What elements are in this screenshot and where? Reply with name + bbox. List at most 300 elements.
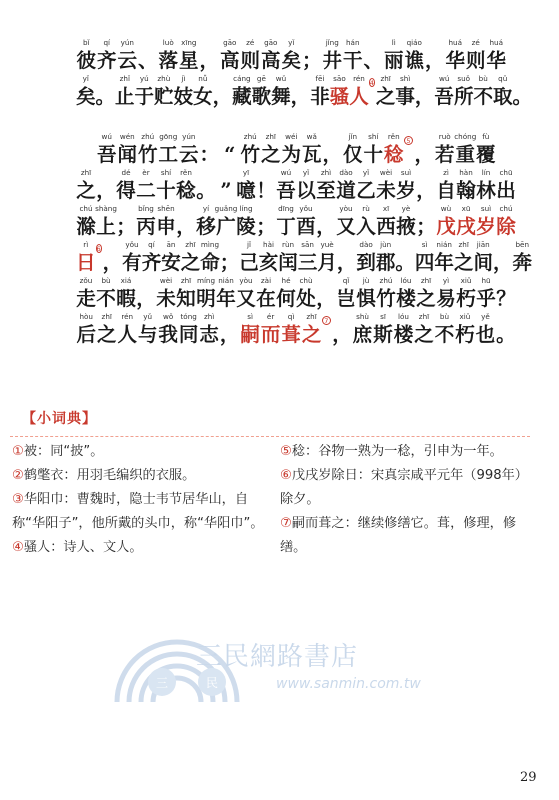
hanzi-char: 除 chú bbox=[496, 204, 516, 238]
hanzi-char: 为 wéi bbox=[281, 132, 301, 166]
pinyin: rěn bbox=[387, 132, 400, 141]
pinyin: yì bbox=[442, 276, 450, 285]
pinyin: yún bbox=[182, 132, 196, 141]
hanzi-char: 取 qǔ bbox=[492, 74, 513, 108]
hanzi-char: 于 yú bbox=[134, 74, 155, 108]
hanzi-char: 明 míng bbox=[196, 276, 216, 310]
hanzi-char: 之 zhī bbox=[260, 132, 281, 166]
hanzi-char: 有 yǒu bbox=[122, 240, 142, 274]
hanzi-char: 云 yún bbox=[117, 38, 137, 72]
hanzi-char: 又 yòu bbox=[336, 204, 356, 238]
entry-number: ③ bbox=[12, 492, 24, 507]
punctuation: ， bbox=[492, 251, 513, 274]
pinyin: zhī bbox=[180, 276, 192, 285]
pinyin: yī bbox=[242, 168, 250, 177]
pinyin: mìng bbox=[200, 240, 220, 249]
paragraph bbox=[76, 36, 532, 108]
hanzi-char: 则 zé bbox=[240, 38, 260, 72]
punctuation: ， bbox=[322, 143, 342, 166]
hanzi-char: 未 wèi bbox=[376, 168, 396, 202]
pinyin: qǔ bbox=[498, 74, 508, 83]
hanzi-char: 月 yuè bbox=[317, 240, 337, 274]
hanzi-char: 止 zhǐ bbox=[115, 74, 135, 108]
punctuation: ； bbox=[301, 49, 322, 72]
pinyin: jì bbox=[181, 74, 186, 83]
pinyin: wǔ bbox=[275, 74, 287, 83]
pinyin: zhī bbox=[420, 276, 432, 285]
hanzi-char: 奔 bēn bbox=[512, 240, 532, 274]
pinyin: chú bbox=[499, 204, 513, 213]
watermark-url: www.sanmin.com.tw bbox=[276, 676, 421, 692]
pinyin: yuè bbox=[320, 240, 334, 249]
punctuation: ： bbox=[199, 143, 219, 166]
pinyin: sī bbox=[380, 312, 386, 321]
hanzi-char: 星 xīng bbox=[178, 38, 199, 72]
hanzi-char: 之 zhī bbox=[414, 312, 434, 346]
pinyin: sāo bbox=[333, 74, 346, 83]
hanzi-char: 齐 qí bbox=[96, 38, 117, 72]
hanzi-char: 嗣 sì bbox=[240, 312, 260, 346]
text-line bbox=[76, 238, 532, 274]
hanzi-char: 出 chū bbox=[496, 168, 516, 202]
pinyin: hài bbox=[263, 240, 275, 249]
punctuation: ， bbox=[199, 49, 219, 72]
entry-number: ② bbox=[12, 468, 24, 483]
hanzi-char: 得 dé bbox=[116, 168, 136, 202]
punctuation: 、 bbox=[363, 49, 383, 72]
pinyin: zhì bbox=[320, 168, 332, 177]
punctuation: ， bbox=[212, 85, 233, 108]
hanzi-char: 我 wǒ bbox=[158, 312, 178, 346]
footnote-marker[interactable]: 6 bbox=[96, 244, 101, 253]
pinyin: guǎng bbox=[214, 204, 238, 213]
pinyin: hé bbox=[281, 276, 291, 285]
pinyin: bǐng bbox=[138, 204, 154, 213]
hanzi-char: 藏 cáng bbox=[232, 74, 252, 108]
pinyin: qí bbox=[103, 38, 111, 47]
dictionary-entry bbox=[12, 488, 274, 536]
pinyin: xiá bbox=[120, 276, 132, 285]
pinyin: hòu bbox=[79, 312, 93, 321]
pinyin: wú bbox=[101, 132, 112, 141]
pinyin: rěn bbox=[180, 168, 192, 177]
punctuation: ； bbox=[256, 215, 276, 238]
dictionary-entry bbox=[12, 464, 274, 488]
hanzi-char: 上 shàng bbox=[95, 204, 117, 238]
punctuation: ； bbox=[116, 215, 136, 238]
hanzi-char: 十 shí bbox=[363, 132, 383, 166]
hanzi-char: 年 nián bbox=[216, 276, 236, 310]
hanzi-char: 贮 zhù bbox=[154, 74, 174, 108]
hanzi-char: 彼 bǐ bbox=[76, 38, 96, 72]
pinyin: xī bbox=[382, 204, 390, 213]
text-line bbox=[76, 274, 516, 310]
hanzi-char: 而 ér bbox=[260, 312, 281, 346]
hanzi-char: 亥 hài bbox=[258, 240, 279, 274]
hanzi-char: 覆 fù bbox=[475, 132, 496, 166]
hanzi-char: 非 fēi bbox=[310, 74, 330, 108]
entry-text: 嗣而葺之：继续修缮它。葺，修理，修缮。 bbox=[280, 516, 517, 555]
hanzi-char: 酉 yǒu bbox=[296, 204, 316, 238]
hanzi-char: 不 bù bbox=[96, 276, 116, 310]
pinyin: yú bbox=[139, 74, 149, 83]
pinyin: jǐ bbox=[247, 240, 252, 249]
pinyin: bù bbox=[439, 312, 450, 321]
pinyin: wú bbox=[438, 74, 450, 83]
hanzi-char: 不 bù bbox=[473, 74, 493, 108]
text-line bbox=[76, 36, 516, 72]
punctuation: 。 bbox=[512, 85, 532, 108]
punctuation: ， bbox=[96, 179, 116, 202]
punctuation: “ bbox=[224, 143, 236, 166]
footnote-marker[interactable]: 7 bbox=[322, 316, 331, 325]
pinyin: bù bbox=[478, 74, 488, 83]
pinyin: wǒ bbox=[163, 312, 174, 321]
punctuation: 。 bbox=[196, 179, 216, 202]
hanzi-char: 以 yǐ bbox=[296, 168, 316, 202]
pinyin: hū bbox=[481, 276, 491, 285]
hanzi-char: 朽 xiǔ bbox=[455, 312, 475, 346]
hanzi-char: 广 guǎng bbox=[214, 204, 238, 238]
hanzi-char: 稔 rěn bbox=[176, 168, 196, 202]
hanzi-char: 朽 xiǔ bbox=[456, 276, 476, 310]
hanzi-char: 事 shì bbox=[395, 74, 415, 108]
pinyin: zhú bbox=[243, 132, 257, 141]
pinyin: nián bbox=[436, 240, 452, 249]
pinyin: jǐng bbox=[325, 38, 339, 47]
punctuation: 、 bbox=[137, 49, 158, 72]
hanzi-char: 后 hòu bbox=[76, 312, 96, 346]
hanzi-char: 未 wèi bbox=[156, 276, 176, 310]
pinyin: fēi bbox=[315, 74, 325, 83]
pinyin: qí bbox=[148, 240, 155, 249]
pinyin: zhǐ bbox=[119, 74, 130, 83]
pinyin: suǒ bbox=[457, 74, 471, 83]
pinyin: qiáo bbox=[406, 38, 422, 47]
hanzi-char: 干 hán bbox=[342, 38, 363, 72]
pinyin: nián bbox=[218, 276, 234, 285]
hanzi-char: 歌 gē bbox=[251, 74, 272, 108]
pinyin: zhú bbox=[379, 276, 393, 285]
hanzi-char: 瓦 wǎ bbox=[301, 132, 322, 166]
pinyin: xū bbox=[461, 204, 471, 213]
pinyin: gāo bbox=[264, 38, 278, 47]
hanzi-char: 乙 yǐ bbox=[356, 168, 376, 202]
dictionary-entry bbox=[280, 464, 538, 512]
hanzi-char: 竹 zhú bbox=[137, 132, 158, 166]
pinyin: zǒu bbox=[79, 276, 93, 285]
hanzi-char: 之 zhī bbox=[76, 168, 96, 202]
hanzi-char: 己 jǐ bbox=[239, 240, 259, 274]
hanzi-char: 谯 qiáo bbox=[404, 38, 424, 72]
hanzi-char: 岁 suì bbox=[476, 204, 496, 238]
text-line bbox=[76, 310, 516, 346]
text-line bbox=[76, 72, 532, 108]
hanzi-char: 知 zhī bbox=[176, 276, 196, 310]
pinyin: zhī bbox=[265, 132, 276, 141]
pinyin: bǐ bbox=[82, 38, 90, 47]
pinyin: wǎ bbox=[306, 132, 317, 141]
pinyin: yòu bbox=[339, 204, 353, 213]
pinyin: rén bbox=[353, 74, 365, 83]
hanzi-char: 暇 xiá bbox=[116, 276, 136, 310]
hanzi-char: 二 èr bbox=[136, 168, 156, 202]
hanzi-char: 竹 zhú bbox=[376, 276, 396, 310]
pinyin: suì bbox=[400, 168, 412, 177]
hanzi-char: 噫 yī bbox=[236, 168, 256, 202]
hanzi-char: 之 zhī bbox=[453, 240, 474, 274]
pinyin: qì bbox=[287, 312, 295, 321]
hanzi-char: 自 zì bbox=[436, 168, 456, 202]
hanzi-char: 掖 yè bbox=[396, 204, 416, 238]
pinyin: yǒu bbox=[125, 240, 139, 249]
hanzi-char: 之 zhī bbox=[416, 276, 436, 310]
hanzi-char: 矣 yǐ bbox=[281, 38, 301, 72]
pinyin: wèi bbox=[159, 276, 173, 285]
punctuation: ， bbox=[290, 85, 311, 108]
pinyin: yǐ bbox=[302, 168, 310, 177]
hanzi-char: 何 hé bbox=[276, 276, 296, 310]
dictionary-left-column bbox=[12, 440, 274, 560]
pinyin: zhī bbox=[101, 312, 112, 321]
pinyin: yǒu bbox=[299, 204, 313, 213]
hanzi-char: 与 yǔ bbox=[137, 312, 158, 346]
pinyin: rùn bbox=[282, 240, 295, 249]
footnote-marker[interactable]: 5 bbox=[404, 136, 413, 145]
pinyin: huá bbox=[448, 38, 463, 47]
hanzi-char: 间 jiān bbox=[473, 240, 493, 274]
pinyin: ruò bbox=[438, 132, 451, 141]
punctuation: ？ bbox=[496, 287, 516, 310]
hanzi-char: 葺 qì bbox=[281, 312, 301, 346]
hanzi-char: 惧 jù bbox=[356, 276, 376, 310]
pinyin: jiān bbox=[476, 240, 490, 249]
hanzi-char: 高 gāo bbox=[260, 38, 281, 72]
hanzi-char: 之 zhī bbox=[180, 240, 201, 274]
entry-text: 鹤氅衣：用羽毛编织的衣服。 bbox=[23, 468, 196, 483]
pinyin: zhù bbox=[157, 74, 171, 83]
pinyin: zé bbox=[471, 38, 480, 47]
punctuation: ” bbox=[220, 179, 232, 202]
pinyin: zhú bbox=[141, 132, 155, 141]
entry-number: ⑥ bbox=[280, 468, 292, 483]
hanzi-char: 丽 lì bbox=[383, 38, 404, 72]
pinyin: xīng bbox=[181, 38, 197, 47]
page-number: 29 bbox=[520, 770, 537, 785]
pinyin: tóng bbox=[180, 312, 197, 321]
watermark-char-right: 民 bbox=[205, 676, 219, 690]
paragraph bbox=[76, 130, 532, 346]
punctuation: 。 bbox=[395, 251, 415, 274]
hanzi-char: 丙 bǐng bbox=[136, 204, 156, 238]
pinyin: yòu bbox=[239, 276, 253, 285]
pinyin: míng bbox=[196, 276, 216, 285]
punctuation bbox=[76, 144, 97, 166]
hanzi-char: 道 dào bbox=[336, 168, 356, 202]
pinyin: wèi bbox=[379, 168, 393, 177]
entry-text: 华阳巾：曹魏时，隐士韦节居华山，自称“华阳子”，他所戴的头巾，称“华阳巾”。 bbox=[12, 492, 264, 531]
pinyin: lóu bbox=[398, 312, 409, 321]
punctuation: ， bbox=[414, 85, 435, 108]
pinyin: huá bbox=[489, 38, 504, 47]
pinyin: dé bbox=[121, 168, 131, 177]
pinyin: shù bbox=[356, 312, 369, 321]
pinyin: suì bbox=[480, 204, 492, 213]
pinyin: yǔ bbox=[143, 312, 153, 321]
pinyin: jǐn bbox=[348, 132, 358, 141]
pinyin: èr bbox=[142, 168, 150, 177]
pinyin: líng bbox=[239, 204, 253, 213]
entry-number: ④ bbox=[12, 540, 24, 555]
dictionary-entry bbox=[280, 440, 538, 464]
pinyin: shì bbox=[399, 74, 411, 83]
pinyin: zhī bbox=[418, 312, 430, 321]
hanzi-char: 翰 hàn bbox=[456, 168, 476, 202]
hanzi-char: 闻 wén bbox=[117, 132, 137, 166]
hanzi-char: 到 dào bbox=[356, 240, 376, 274]
hanzi-char: 之 zhī bbox=[96, 312, 117, 346]
hanzi-char: 处 chù bbox=[296, 276, 316, 310]
hanzi-char: 庶 shù bbox=[352, 312, 373, 346]
entry-text: 被：同“披”。 bbox=[23, 444, 104, 459]
hanzi-char: 岁 suì bbox=[396, 168, 416, 202]
pinyin: rì bbox=[83, 240, 89, 249]
pinyin: yǐ bbox=[362, 168, 370, 177]
hanzi-char: 又 yòu bbox=[236, 276, 256, 310]
pinyin: jù bbox=[362, 276, 370, 285]
punctuation: ， bbox=[414, 143, 434, 166]
hanzi-char: 井 jǐng bbox=[322, 38, 342, 72]
hanzi-char: 之 zhī bbox=[375, 74, 396, 108]
hanzi-char: 岂 qǐ bbox=[336, 276, 356, 310]
hanzi-char: 乎 hū bbox=[476, 276, 496, 310]
pinyin: wéi bbox=[285, 132, 298, 141]
punctuation: ， bbox=[424, 49, 445, 72]
pinyin: yún bbox=[120, 38, 134, 47]
hanzi-char: 竹 zhú bbox=[240, 132, 260, 166]
hanzi-char: 华 huá bbox=[486, 38, 506, 72]
pinyin: zhī bbox=[380, 74, 391, 83]
hanzi-char: 郡 jùn bbox=[375, 240, 396, 274]
hanzi-char: 戊 wù bbox=[436, 204, 456, 238]
hanzi-char: 三 sān bbox=[297, 240, 318, 274]
pinyin: dīng bbox=[278, 204, 294, 213]
hanzi-char: 入 rù bbox=[356, 204, 376, 238]
punctuation: ， bbox=[332, 323, 352, 346]
pinyin: ān bbox=[166, 240, 176, 249]
hanzi-char: 林 lín bbox=[476, 168, 496, 202]
hanzi-char: 楼 lóu bbox=[396, 276, 416, 310]
pinyin: dào bbox=[339, 168, 353, 177]
pinyin: zhī bbox=[458, 240, 469, 249]
pinyin: sì bbox=[247, 312, 253, 321]
hanzi-char: 安 ān bbox=[161, 240, 181, 274]
entry-number: ① bbox=[12, 444, 24, 459]
footnote-marker[interactable]: 4 bbox=[369, 78, 374, 87]
hanzi-char: 同 tóng bbox=[178, 312, 199, 346]
punctuation: ， bbox=[102, 251, 123, 274]
pinyin: nǚ bbox=[198, 74, 208, 83]
hanzi-char: 落 luò bbox=[158, 38, 178, 72]
punctuation: ， bbox=[316, 215, 336, 238]
pinyin: xiǔ bbox=[459, 312, 471, 321]
hanzi-char: 骚 sāo bbox=[329, 74, 350, 108]
pinyin: yí bbox=[202, 204, 210, 213]
pinyin: cáng bbox=[233, 74, 251, 83]
hanzi-char: 斯 sī bbox=[373, 312, 393, 346]
hanzi-char: 华 huá bbox=[445, 38, 465, 72]
pinyin: rén bbox=[121, 312, 134, 321]
text-line bbox=[76, 166, 516, 202]
pinyin: yě bbox=[481, 312, 490, 321]
pinyin: qǐ bbox=[342, 276, 350, 285]
hanzi-char: 仅 jǐn bbox=[342, 132, 363, 166]
hanzi-char: 齐 qí bbox=[141, 240, 162, 274]
hanzi-char: 舞 wǔ bbox=[271, 74, 291, 108]
pinyin: bù bbox=[101, 276, 111, 285]
text-line bbox=[76, 202, 516, 238]
punctuation: ； bbox=[219, 251, 240, 274]
hanzi-char: 四 sì bbox=[414, 240, 435, 274]
pinyin: jùn bbox=[380, 240, 392, 249]
pinyin: shàng bbox=[95, 204, 117, 213]
hanzi-char: 工 gōng bbox=[158, 132, 178, 166]
hanzi-char: 女 nǚ bbox=[193, 74, 213, 108]
pinyin: wù bbox=[440, 204, 452, 213]
watermark-char-left: 三 bbox=[155, 676, 169, 690]
pinyin: zé bbox=[246, 38, 255, 47]
dictionary-entry bbox=[12, 440, 274, 464]
hanzi-char: 矣 yǐ bbox=[76, 74, 96, 108]
punctuation: ； bbox=[416, 215, 436, 238]
punctuation: ， bbox=[336, 251, 357, 274]
pinyin: chóng bbox=[454, 132, 477, 141]
text-line bbox=[76, 130, 516, 166]
pinyin: sān bbox=[301, 240, 314, 249]
pinyin: zhī bbox=[80, 168, 92, 177]
hanzi-char: 重 chóng bbox=[454, 132, 477, 166]
pinyin: yè bbox=[401, 204, 411, 213]
pinyin: wén bbox=[119, 132, 135, 141]
pinyin: zhī bbox=[306, 312, 317, 321]
pinyin: fù bbox=[482, 132, 490, 141]
pinyin: shí bbox=[160, 168, 172, 177]
punctuation: 。 bbox=[95, 85, 116, 108]
entry-text: 戊戌岁除日：宋真宗咸平元年（998年）除夕。 bbox=[280, 468, 528, 507]
hanzi-char: 滁 chú bbox=[76, 204, 96, 238]
pinyin: xiǔ bbox=[460, 276, 472, 285]
entry-number: ⑤ bbox=[280, 444, 292, 459]
hanzi-char: 戌 xū bbox=[456, 204, 476, 238]
dictionary-divider bbox=[10, 436, 530, 437]
pinyin: shí bbox=[368, 132, 379, 141]
dictionary-title: 【小词典】 bbox=[22, 411, 97, 427]
punctuation: ， bbox=[316, 287, 336, 310]
punctuation: 。 bbox=[496, 323, 516, 346]
hanzi-char: 走 zǒu bbox=[76, 276, 96, 310]
hanzi-char: 高 gāo bbox=[219, 38, 240, 72]
pinyin: shēn bbox=[157, 204, 175, 213]
pinyin: zhì bbox=[203, 312, 215, 321]
punctuation: ， bbox=[416, 179, 436, 202]
pinyin: hán bbox=[345, 38, 360, 47]
pinyin: ér bbox=[266, 312, 275, 321]
hanzi-char: 丁 dīng bbox=[276, 204, 296, 238]
hanzi-char: 也 yě bbox=[475, 312, 496, 346]
hanzi-char: 年 nián bbox=[434, 240, 454, 274]
pinyin: dào bbox=[359, 240, 373, 249]
hanzi-char: 移 yí bbox=[196, 204, 216, 238]
